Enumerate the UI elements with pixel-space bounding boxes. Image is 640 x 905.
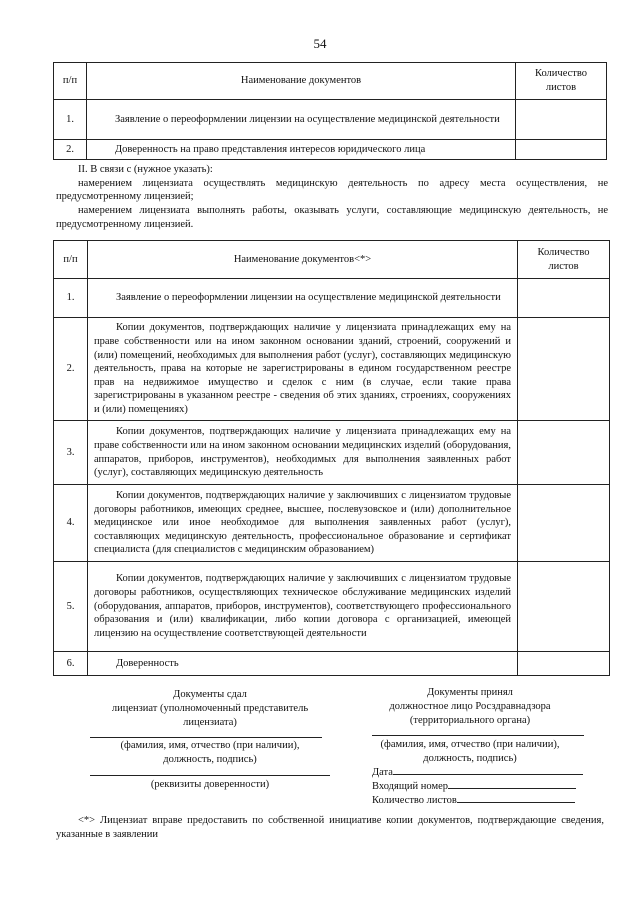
row-num: 1. [54,279,88,318]
table-header-row [54,63,607,100]
row-qty [518,562,610,652]
submitter-title: Документы сдал лицензиат (уполномоченный представитель лицензиата) [111,689,309,729]
header-name: Наименование документов [87,63,516,100]
row-name: Доверенность [88,652,518,676]
documents-table-1 [53,62,607,160]
submitter-caption: (фамилия, имя, отчество (при наличии), должность, подпись) [120,740,300,766]
table-row [54,562,610,652]
row-num: 6. [54,652,88,676]
table-row [54,318,610,421]
header-num: п/п [54,63,87,100]
sheets-count-field: Количество листов [372,792,575,808]
receiver-title: Документы принял должностное лицо Росздравнадзора (территориального органа) [389,687,551,727]
section-2-heading: II. В связи с (нужное указать): [78,164,213,175]
row-name: Заявление о переоформлении лицензии на осуществление медицинской деятельности [88,279,518,318]
row-num: 4. [54,485,88,562]
documents-table-2 [53,240,610,676]
row-name: Копии документов, подтверждающих наличие у лицензиата принадлежащих ему на праве собственности или на ином законном основании медицинских изделий (оборудования, аппаратов, приборов, инструментов), необходимых для выполнения заявленных работ (услуг), составляющих медицинскую деятельность [88,421,518,485]
table-row [54,140,607,160]
row-num: 2. [54,140,87,160]
power-of-attorney-caption: (реквизиты доверенности) [150,779,270,790]
row-num: 2. [54,318,88,421]
row-num: 3. [54,421,88,485]
row-qty [518,318,610,421]
row-name: Доверенность на право представления интересов юридического лица [87,140,516,160]
row-name: Копии документов, подтверждающих наличие у лицензиата принадлежащих ему на праве собственности или на ином законном основании зданий, строений, сооружений и (или) помещений, необходимых для выполнения работ (услуг), составляющих медицинскую деятельность, права на которые не зарегистрированы в едином государственном реестре прав на недвижимое имущество и сделок с ним (в случае, если такие права зарегистрированы в указанном реестре - сведения об этих зданиях, строениях, сооружениях и (или) помещениях) [88,318,518,421]
power-of-attorney-line [90,775,330,776]
header-num: п/п [54,241,88,279]
receiver-caption: (фамилия, имя, отчество (при наличии), должность, подпись) [380,739,560,765]
section-2-text [56,163,608,231]
date-field: Дата [372,764,583,780]
submitter-signature-line [90,737,322,738]
footnote: <*> Лицензиат вправе предоставить по собственной инициативе копии документов, подтверждающие сведения, указанные в заявлении [56,815,604,840]
section-2-item-2: намерением лицензиата выполнять работы, оказывать услуги, составляющие медицинскую деятельность, не предусмотренному лицензией. [56,204,608,230]
row-name: Копии документов, подтверждающих наличие у заключивших с лицензиатом трудовые договоры работников, осуществляющих техническое обслуживание медицинских изделий (оборудования, аппаратов, приборов, инструментов), соответствующего профессионального образования и (или) квалификации, либо копии договора с организацией, имеющей лицензию на осуществление соответствующей деятельности [88,562,518,652]
row-qty [518,279,610,318]
table-row [54,652,610,676]
table-row [54,421,610,485]
header-name: Наименование документов<*> [88,241,518,279]
table-row [54,100,607,140]
table-row [54,279,610,318]
row-qty [518,485,610,562]
row-num: 1. [54,100,87,140]
header-qty: Количество листов [518,241,610,279]
table-header-row [54,241,610,279]
row-num: 5. [54,562,88,652]
page-number: 54 [313,36,327,51]
row-name: Заявление о переоформлении лицензии на осуществление медицинской деятельности [87,100,516,140]
row-qty [518,421,610,485]
table-row [54,485,610,562]
row-qty [516,140,607,160]
row-qty [518,652,610,676]
incoming-number-field: Входящий номер [372,778,576,794]
row-name: Копии документов, подтверждающих наличие у заключивших с лицензиатом трудовые договоры работников, имеющих среднее, высшее, послевузовское и (или) дополнительное медицинское или иное необходимое для выполнения заявленных работ (услуг), составляющих медицинскую деятельность, профессиональное образование и сертификат специалиста (для специалистов с медицинским образованием) [88,485,518,562]
receiver-signature-line [372,735,584,736]
header-qty: Количество листов [516,63,607,100]
section-2-item-1: намерением лицензиата осуществлять медицинскую деятельность по адресу места осуществления, не предусмотренному лицензией; [56,177,608,203]
row-qty [516,100,607,140]
